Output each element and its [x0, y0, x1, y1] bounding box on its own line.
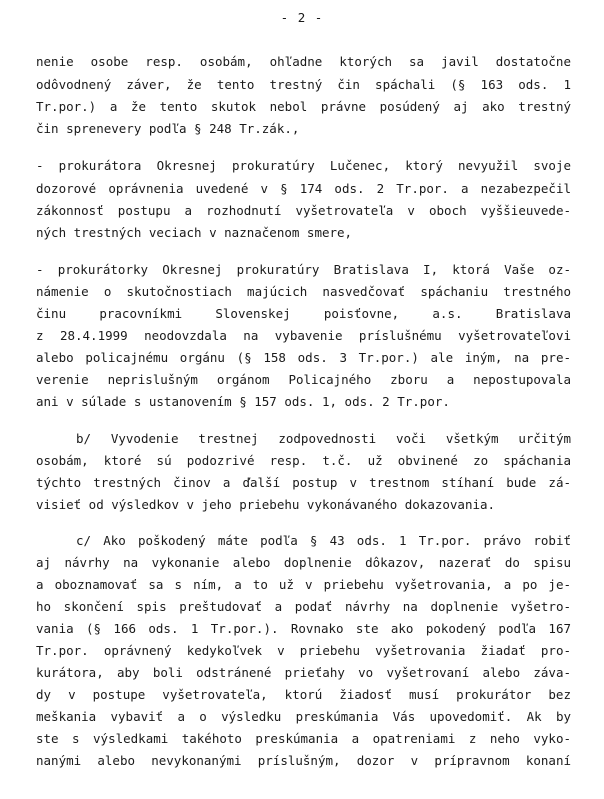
paragraph-c-line: kurátora, aby boli odstránené prieťahy vo vyšetrovaní alebo záva-: [36, 665, 571, 680]
paragraph-c-line: nanými alebo nevykonanými príslušným, dozor v prípravnom konaní: [36, 753, 571, 768]
paragraph-b-line: visieť od výsledkov v jeho priebehu vykonávaného dokazovania.: [36, 497, 496, 512]
paragraph-c-line: vania (§ 166 ods. 1 Tr.por.). Rovnako ste ako pokodený podľa 167: [36, 621, 571, 636]
paragraph-c-line: dy v postupe vyšetrovateľa, ktorú žiadosť musí prokurátor bez: [36, 687, 571, 702]
paragraph-c-line: a oboznamovať sa s ním, a to už v priebehu vyšetrovania, a po je-: [36, 577, 571, 592]
paragraph-c-line: aj návrhy na vykonanie alebo doplnenie dôkazov, nazerať do spisu: [36, 555, 571, 570]
paragraph-c-line: Tr.por. oprávnený kedykoľvek v priebehu vyšetrovania žiadať pro-: [36, 643, 571, 658]
paragraph-3-line: ani v súlade s ustanovením § 157 ods. 1, ods. 2 Tr.por.: [36, 394, 450, 409]
paragraph-2-line: - prokurátora Okresnej prokuratúry Lučenec, ktorý nevyužil svoje: [36, 158, 571, 173]
paragraph-b-line: osobám, ktoré sú podozrivé resp. t.č. už obvinené zo spáchania: [36, 453, 571, 468]
paragraph-3-line: alebo policajnému orgánu (§ 158 ods. 3 Tr.por.) ale iným, na pre-: [36, 350, 571, 365]
paragraph-c-line: ste s výsledkami takéhoto preskúmania a opatreniami z neho vyko-: [36, 731, 571, 746]
paragraph-1-line: Tr.por.) a že tento skutok nebol právne posúdený aj ako trestný: [36, 99, 571, 114]
paragraph-2-line: ných trestných veciach v naznačenom smere,: [36, 225, 353, 240]
paragraph-b-line: týchto trestných činov a ďalší postup v trestnom stíhaní bude zá-: [36, 475, 571, 490]
paragraph-b-line: b/ Vyvodenie trestnej zodpovednosti voči všetkým určitým: [76, 431, 571, 446]
paragraph-2-line: dozorové oprávnenia uvedené v § 174 ods. 2 Tr.por. a nezabezpečil: [36, 181, 571, 196]
paragraph-3-line: námenie o skutočnostiach majúcich nasvedčovať spáchaniu trestného: [36, 284, 571, 299]
page-number: - 2 -: [280, 10, 324, 25]
paragraph-c-line: ho skončení spis preštudovať a podať návrhy na doplnenie vyšetro-: [36, 599, 571, 614]
paragraph-1-line: čin sprenevery podľa § 248 Tr.zák.,: [36, 121, 300, 136]
paragraph-2-line: zákonnosť postupu a rozhodnutí vyšetrovateľa v oboch vyššieuvede-: [36, 203, 571, 218]
paragraph-1-line: odôvodnený záver, že tento trestný čin spáchali (§ 163 ods. 1: [36, 77, 571, 92]
paragraph-3-line: činu pracovníkmi Slovenskej poisťovne, a.s. Bratislava: [36, 306, 571, 321]
paragraph-3-line: verenie neprislušným orgánom Policajného zboru a nepostupovala: [36, 372, 571, 387]
paragraph-c-line: c/ Ako poškodený máte podľa § 43 ods. 1 Tr.por. právo robiť: [76, 533, 571, 548]
paragraph-3-line: - prokurátorky Okresnej prokuratúry Bratislava I, ktorá Vaše oz-: [36, 262, 571, 277]
paragraph-c-line: meškania vybaviť a o výsledku preskúmania Vás upovedomiť. Ak by: [36, 709, 571, 724]
paragraph-3-line: z 28.4.1999 neodovzdala na vybavenie príslušnému vyšetrovateľovi: [36, 328, 571, 343]
paragraph-1-line: nenie osobe resp. osobám, ohľadne ktorých sa javil dostatočne: [36, 54, 571, 69]
